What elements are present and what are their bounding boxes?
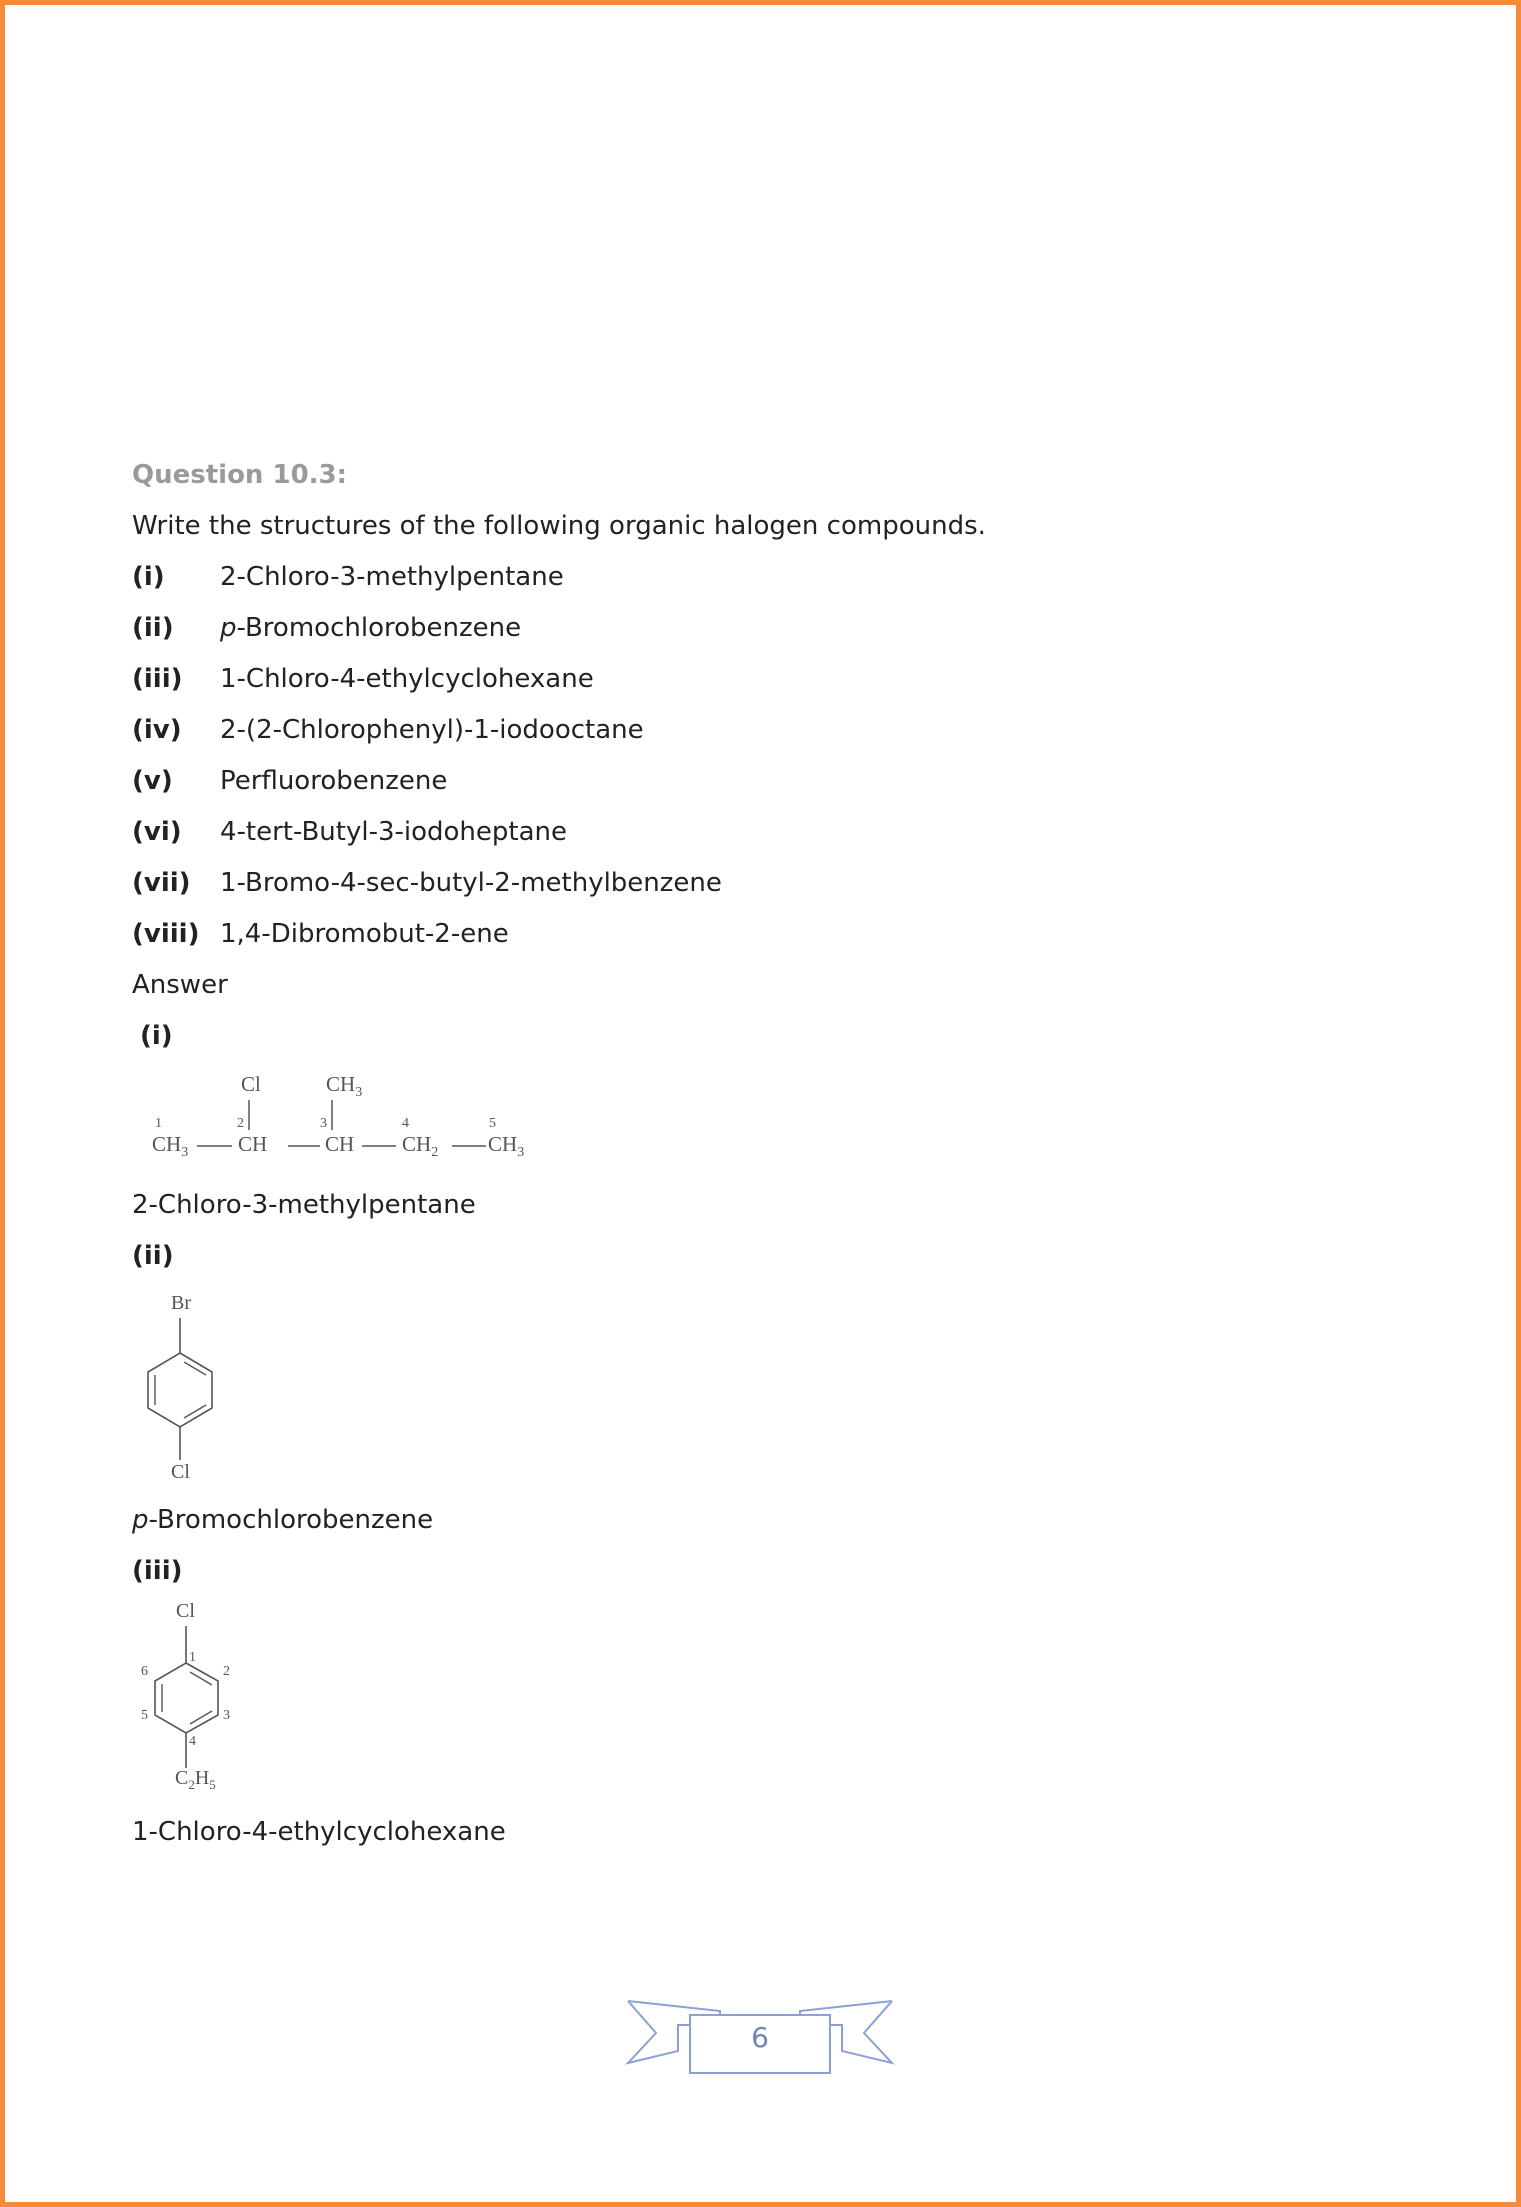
answer-caption: 2-Chloro-3-methylpentane <box>132 1190 476 1220</box>
item-name: 2-(2-Chlorophenyl)-1-iodooctane <box>220 715 644 745</box>
page-number-badge <box>620 1993 900 2073</box>
substituent-br: Br <box>171 1292 191 1314</box>
chain-c2: CH <box>238 1132 268 1156</box>
locant-2: 2 <box>237 1116 244 1131</box>
item-number: (iii) <box>132 664 183 694</box>
answer-label: Answer <box>132 970 228 1000</box>
item-number: (i) <box>132 562 165 592</box>
substituent-cl: Cl <box>241 1072 261 1096</box>
chain-c4: $CH_2$ <box>402 1132 439 1161</box>
locant-5: 5 <box>489 1116 496 1131</box>
locant-5: 5 <box>141 1708 148 1723</box>
item-name: Perfluorobenzene <box>220 766 448 796</box>
locant-1: 1 <box>189 1650 196 1665</box>
locant-1: 1 <box>155 1116 162 1131</box>
item-name: 4-tert-Butyl-3-iodoheptane <box>220 817 568 847</box>
answer-part-number: (i) <box>140 1021 173 1051</box>
item-name: 1-Chloro-4-ethylcyclohexane <box>220 664 594 694</box>
substituent-ch3: $CH_3$ <box>326 1072 363 1101</box>
answer-part-number: (ii) <box>132 1241 174 1271</box>
substituent-cl: Cl <box>176 1600 195 1622</box>
locant-6: 6 <box>141 1664 148 1679</box>
locant-4: 4 <box>189 1734 196 1749</box>
item-name: -Bromochlorobenzene <box>236 613 522 643</box>
locant-3: 3 <box>320 1116 327 1131</box>
chain-c1: $CH_3$ <box>152 1132 189 1161</box>
answer-part-number: (iii) <box>132 1556 183 1586</box>
item-number: (vii) <box>132 868 191 898</box>
item-name: 2-Chloro-3-methylpentane <box>220 562 564 592</box>
item-number: (ii) <box>132 613 174 643</box>
substituent-ethyl: $C_2H_5$ <box>175 1767 216 1792</box>
item-prefix: p <box>220 613 237 643</box>
locant-2: 2 <box>223 1664 230 1679</box>
item-name: 1-Bromo-4-sec-butyl-2-methylbenzene <box>220 868 722 898</box>
chain-c3: CH <box>325 1132 355 1156</box>
item-name: 1,4-Dibromobut-2-ene <box>220 919 509 949</box>
caption-text: -Bromochlorobenzene <box>148 1505 434 1535</box>
substituent-cl: Cl <box>171 1461 190 1483</box>
item-number: (iv) <box>132 715 182 745</box>
question-title: Question 10.3: <box>132 460 348 490</box>
caption-prefix: p <box>132 1505 149 1535</box>
item-number: (viii) <box>132 919 200 949</box>
locant-3: 3 <box>223 1708 230 1723</box>
chain-c5: $CH_3$ <box>488 1132 525 1161</box>
locant-4: 4 <box>402 1116 409 1131</box>
item-number: (v) <box>132 766 173 796</box>
item-number: (vi) <box>132 817 182 847</box>
question-prompt: Write the structures of the following organic halogen compounds. <box>132 511 986 541</box>
page-number: 6 <box>751 2021 769 2054</box>
answer-caption: 1-Chloro-4-ethylcyclohexane <box>132 1817 506 1847</box>
